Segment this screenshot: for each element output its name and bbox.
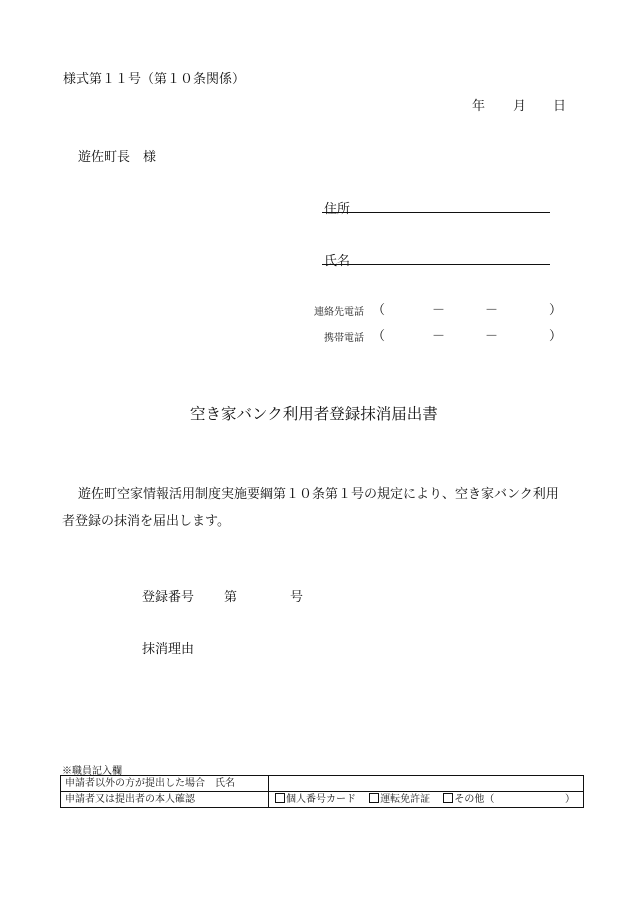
- contact-phone-dash-2: －: [485, 303, 499, 318]
- contact-phone-open-paren: （: [372, 303, 386, 318]
- contact-phone-dash-1: －: [432, 303, 446, 318]
- name-label: 氏名: [324, 254, 351, 269]
- checkbox-icon[interactable]: [369, 793, 379, 803]
- option-mynumber-card: 個人番号カード: [286, 794, 356, 805]
- staff-row2-label: 申請者又は提出者の本人確認: [61, 792, 269, 808]
- staff-row1-label: 申請者以外の方が提出した場合 氏名: [61, 776, 269, 792]
- body-line-2: 者登録の抹消を届出します。: [62, 514, 230, 529]
- mobile-phone-close-paren: ）: [549, 329, 563, 344]
- checkbox-icon[interactable]: [275, 793, 285, 803]
- address-label: 住所: [324, 202, 351, 217]
- checkbox-icon[interactable]: [443, 793, 453, 803]
- addressee: 遊佐町長 様: [78, 150, 157, 165]
- address-field-line[interactable]: [322, 212, 550, 213]
- option-other: その他（: [454, 794, 495, 805]
- registration-number-label: 登録番号: [142, 590, 195, 605]
- date-month-label: 月: [513, 99, 527, 114]
- table-row: [61, 776, 584, 792]
- mobile-phone-label: 携帯電話: [324, 333, 364, 344]
- table-row: [61, 792, 584, 808]
- mobile-phone-open-paren: （: [372, 329, 386, 344]
- contact-phone-label: 連絡先電話: [314, 307, 364, 318]
- staff-row1-value[interactable]: [269, 776, 584, 792]
- staff-section-heading: ※職員記入欄: [62, 766, 122, 777]
- document-title: 空き家バンク利用者登録抹消届出書: [190, 405, 438, 423]
- staff-table: [60, 775, 584, 808]
- name-field-line[interactable]: [322, 264, 550, 265]
- mobile-phone-dash-1: －: [432, 329, 446, 344]
- option-drivers-license: 運転免許証: [380, 794, 431, 805]
- registration-dai: 第: [224, 590, 238, 605]
- staff-row2-value: [269, 792, 584, 808]
- date-year-label: 年: [472, 99, 486, 114]
- registration-go: 号: [290, 590, 304, 605]
- removal-reason-label: 抹消理由: [142, 642, 195, 657]
- form-number: 様式第１１号（第１０条関係）: [63, 72, 246, 87]
- body-line-1: 遊佐町空家情報活用制度実施要綱第１０条第１号の規定により、空き家バンク利用: [78, 487, 559, 502]
- date-day-label: 日: [553, 99, 567, 114]
- option-other-close-paren: ）: [565, 794, 575, 805]
- mobile-phone-dash-2: －: [485, 329, 499, 344]
- contact-phone-close-paren: ）: [549, 303, 563, 318]
